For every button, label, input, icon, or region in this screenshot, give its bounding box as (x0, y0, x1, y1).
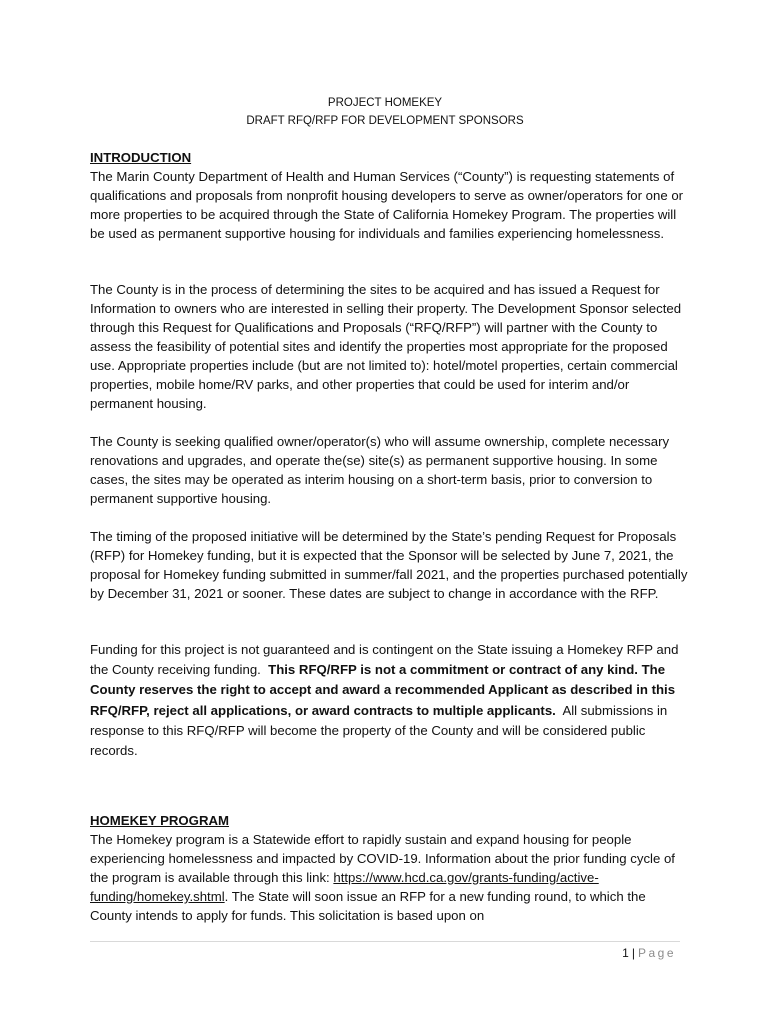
intro-paragraph-5-start: Funding for this project is not guaranteed and is contingent on the State issuing a Homekey RFP and the County receiving funding. (90, 642, 679, 678)
intro-paragraph-5-block (90, 640, 690, 761)
introduction-section (90, 148, 690, 243)
intro-paragraph-5 (90, 640, 690, 761)
intro-paragraph-1: The Marin County Department of Health and Human Services (“County”) is requesting statements of qualifications and proposals from nonprofit housing developers to serve as owner/operators for one or more properties to be acquired through the State of California Homekey Program. The properties will be used as permanent supportive housing for individuals and families experiencing homelessness. (90, 169, 684, 241)
homekey-paragraph-end: . The State will soon issue an RFP for a new funding round, to which the County intends to apply for funds. This solicitation is based upon on (90, 889, 646, 923)
intro-paragraph-5-end: All submissions in response to this RFQ/RFP will become the property of the County and will be considered public records. (90, 702, 668, 759)
intro-paragraph-4-block (90, 527, 690, 603)
intro-paragraph-3: The County is seeking qualified owner/operator(s) who will assume ownership, complete necessary renovations and upgrades, and operate the(se) site(s) as permanent supportive housing. In some cases, the sites may be operated as interim housing on a short-term basis, prior to conversion to permanent supportive housing. (90, 434, 670, 506)
homekey-paragraph-start: The Homekey program is a Statewide effort to rapidly sustain and expand housing for people experiencing homelessness and impacted by COVID-19. Information about the prior funding cycle of the program is available through this link: (90, 832, 675, 885)
page-separator: | (631, 946, 635, 960)
document-subtitle: DRAFT RFQ/RFP FOR DEVELOPMENT SPONSORS (246, 115, 524, 127)
disclaimer-bold-text: This RFQ/RFP is not a commitment or contract of any kind. The County reserves the right to accept and award a recommended Applicant as described in this RFQ/RFP, reject all applications, or award contracts to multiple applicants. (90, 662, 676, 718)
document-title: PROJECT HOMEKEY (327, 97, 443, 109)
homekey-paragraph-1 (90, 830, 690, 925)
homekey-program-section (90, 811, 690, 925)
intro-paragraph-2-block (90, 280, 690, 413)
page-footer (622, 945, 676, 961)
homekey-program-heading: HOMEKEY PROGRAM (90, 813, 229, 828)
page-number: 1 (622, 946, 629, 960)
intro-paragraph-4: The timing of the proposed initiative will be determined by the State’s pending Request for Proposals (RFP) for Homekey funding, but it is expected that the Sponsor will be selected by June 7, 2021, the proposal for Homekey funding submitted in summer/fall 2021, and the properties purchased potentially by December 31, 2021 or sooner. These dates are subject to change in accordance with the RFP. (90, 529, 688, 601)
page-label: Page (637, 946, 676, 960)
introduction-heading: INTRODUCTION (90, 150, 192, 165)
intro-paragraph-3-block (90, 432, 690, 508)
intro-paragraph-2: The County is in the process of determining the sites to be acquired and has issued a Request for Information to owners who are interested in selling their property. The Development Sponsor selected through this Request for Qualifications and Proposals (“RFQ/RFP”) will partner with the County to assess the feasibility of potential sites and identify the properties most appropriate for the proposed use. Appropriate properties include (but are not limited to): hotel/motel properties, certain commercial properties, mobile home/RV parks, and other properties that could be used for interim and/or permanent housing. (90, 282, 682, 411)
homekey-link[interactable]: https://www.hcd.ca.gov/grants-funding/active-funding/homekey.shtml (90, 870, 599, 904)
footer-divider (90, 941, 680, 942)
